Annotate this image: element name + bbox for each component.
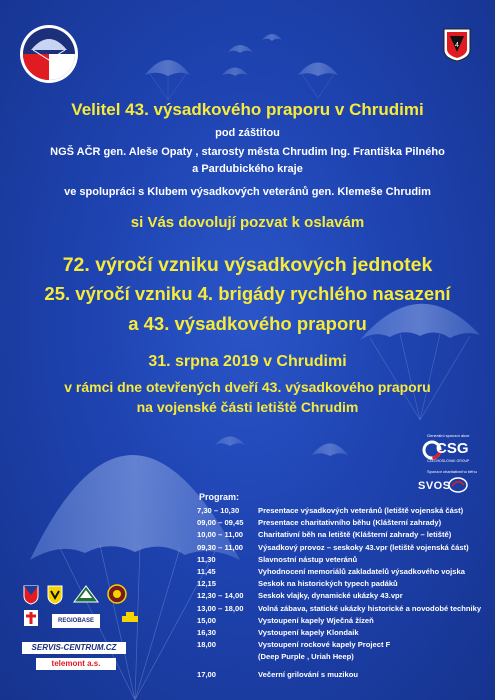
caritas-logo-icon bbox=[24, 610, 38, 626]
program-event: Presentace charitativního běhu (Klášterní zahrady) bbox=[258, 518, 442, 528]
anniversary-line-2: 25. výročí vzniku 4. brigády rychlého nasazení bbox=[44, 283, 451, 304]
swirl-logo bbox=[448, 476, 468, 494]
parachute-unit-emblem bbox=[19, 24, 79, 84]
telemont-logo bbox=[36, 658, 116, 670]
patronage-label: pod záštitou bbox=[215, 127, 280, 139]
program-event: Charitativní běh na letiště (Klášterní zahrady – letiště) bbox=[258, 530, 452, 540]
parachute-mid-right bbox=[298, 63, 338, 99]
general-sponsor-label: Generální sponzor akce bbox=[427, 433, 470, 438]
program-event: Vyhodnocení memoriálů zakladatelů výsadkového vojska bbox=[258, 567, 465, 576]
program-time: 16,30 bbox=[197, 628, 217, 637]
anniversary-line-3: a 43. výsadkového praporu bbox=[128, 313, 367, 334]
program-event: (Deep Purple , Uriah Heep) bbox=[258, 652, 354, 662]
battalion-badge bbox=[443, 28, 471, 62]
patrons-line: NGŠ AČR gen. Aleše Opaty , starosty města Chrudim Ing. Františka Pilného bbox=[50, 146, 445, 158]
cooperation-line: ve spolupráci s Klubem výsadkových veteránů gen. Klemeše Chrudim bbox=[64, 186, 431, 198]
program-event: Vystoupení kapely Wječná žízeň bbox=[258, 615, 374, 625]
program-event: Seskok vlajky, dynamické ukázky 43.vpr bbox=[258, 591, 403, 601]
program-event: Večerní grilování s muzikou bbox=[258, 669, 359, 679]
arrow-emblem-icon bbox=[74, 586, 98, 602]
program-event: Výsadkový provoz – seskoky 43.vpr (letiště vojenská část) bbox=[258, 542, 469, 552]
regiobase-logo bbox=[52, 614, 100, 628]
servis-centrum-logo bbox=[22, 642, 126, 654]
program-event: Volná zábava, statické ukázky historické a novodobé techniky bbox=[258, 603, 482, 613]
program-time: 7,30 – 10,30 bbox=[197, 506, 240, 515]
program-time: 15,00 bbox=[197, 615, 217, 625]
program-time: 12,30 – 14,00 bbox=[197, 591, 244, 601]
servis-centrum-text: SERVIS-CENTRUM.CZ bbox=[31, 643, 117, 652]
program-time: 09,30 – 11,00 bbox=[197, 542, 244, 552]
program-time: 11,30 bbox=[197, 554, 216, 564]
program-time: 11,45 bbox=[197, 567, 216, 576]
parachute-small-mid bbox=[222, 68, 248, 77]
program-event: Slavnostní nástup veteránů bbox=[258, 554, 358, 564]
program-time: 09,00 – 09,45 bbox=[197, 518, 244, 528]
parachute-lower-right bbox=[312, 444, 348, 457]
csg-wordmark: CSG bbox=[436, 440, 469, 457]
anniversary-line-1: 72. výročí vzniku výsadkových jednotek bbox=[62, 254, 433, 276]
event-location: na vojenské části letiště Chrudim bbox=[136, 399, 359, 415]
parachute-top-1 bbox=[145, 60, 190, 100]
event-date: 31. srpna 2019 v Chrudimi bbox=[148, 353, 347, 370]
parachute-top-3 bbox=[262, 34, 282, 41]
charity-sponsor-label: Sponzor charitativního běhu bbox=[427, 469, 477, 474]
crest-czech-icon bbox=[24, 586, 38, 604]
program-event: Presentace výsadkových veteránů (letiště vojenská část) bbox=[258, 506, 464, 515]
invitation-line: si Vás dovolují pozvat k oslavám bbox=[130, 214, 365, 231]
svg-text:4: 4 bbox=[455, 42, 459, 49]
patrons-region: a Pardubického kraje bbox=[192, 163, 303, 175]
svos-logo: SVOS bbox=[418, 480, 451, 492]
csg-subtitle: CZECHOSLOVAK GROUP bbox=[427, 459, 470, 463]
program-time: 17,00 bbox=[197, 669, 217, 679]
eagle-crest-icon bbox=[48, 586, 62, 604]
program-title: Program: bbox=[199, 492, 240, 502]
program-event: Vystoupení kapely Klondaik bbox=[258, 628, 359, 637]
program-time: 12,15 bbox=[197, 579, 217, 589]
program-time: 10,00 – 11,00 bbox=[197, 530, 244, 540]
regiobase-text: REGIOBASE bbox=[57, 618, 94, 624]
host-title: Velitel 43. výsadkového praporu v Chrudimi bbox=[71, 100, 424, 119]
program-time: 18,00 bbox=[197, 640, 217, 650]
event-occasion: v rámci dne otevřených dveří 43. výsadkového praporu bbox=[64, 379, 431, 395]
parachute-lower-left bbox=[215, 437, 245, 447]
parachute-top-2 bbox=[228, 45, 253, 53]
telemont-text: telemont a.s. bbox=[51, 659, 101, 668]
program-event: Seskok na historických typech padáků bbox=[258, 579, 398, 589]
tank-icon bbox=[122, 612, 138, 622]
program-event: Vystoupení rockové kapely Project F bbox=[258, 640, 391, 650]
round-badge-icon bbox=[108, 585, 126, 603]
program-time: 13,00 – 18,00 bbox=[197, 603, 244, 613]
